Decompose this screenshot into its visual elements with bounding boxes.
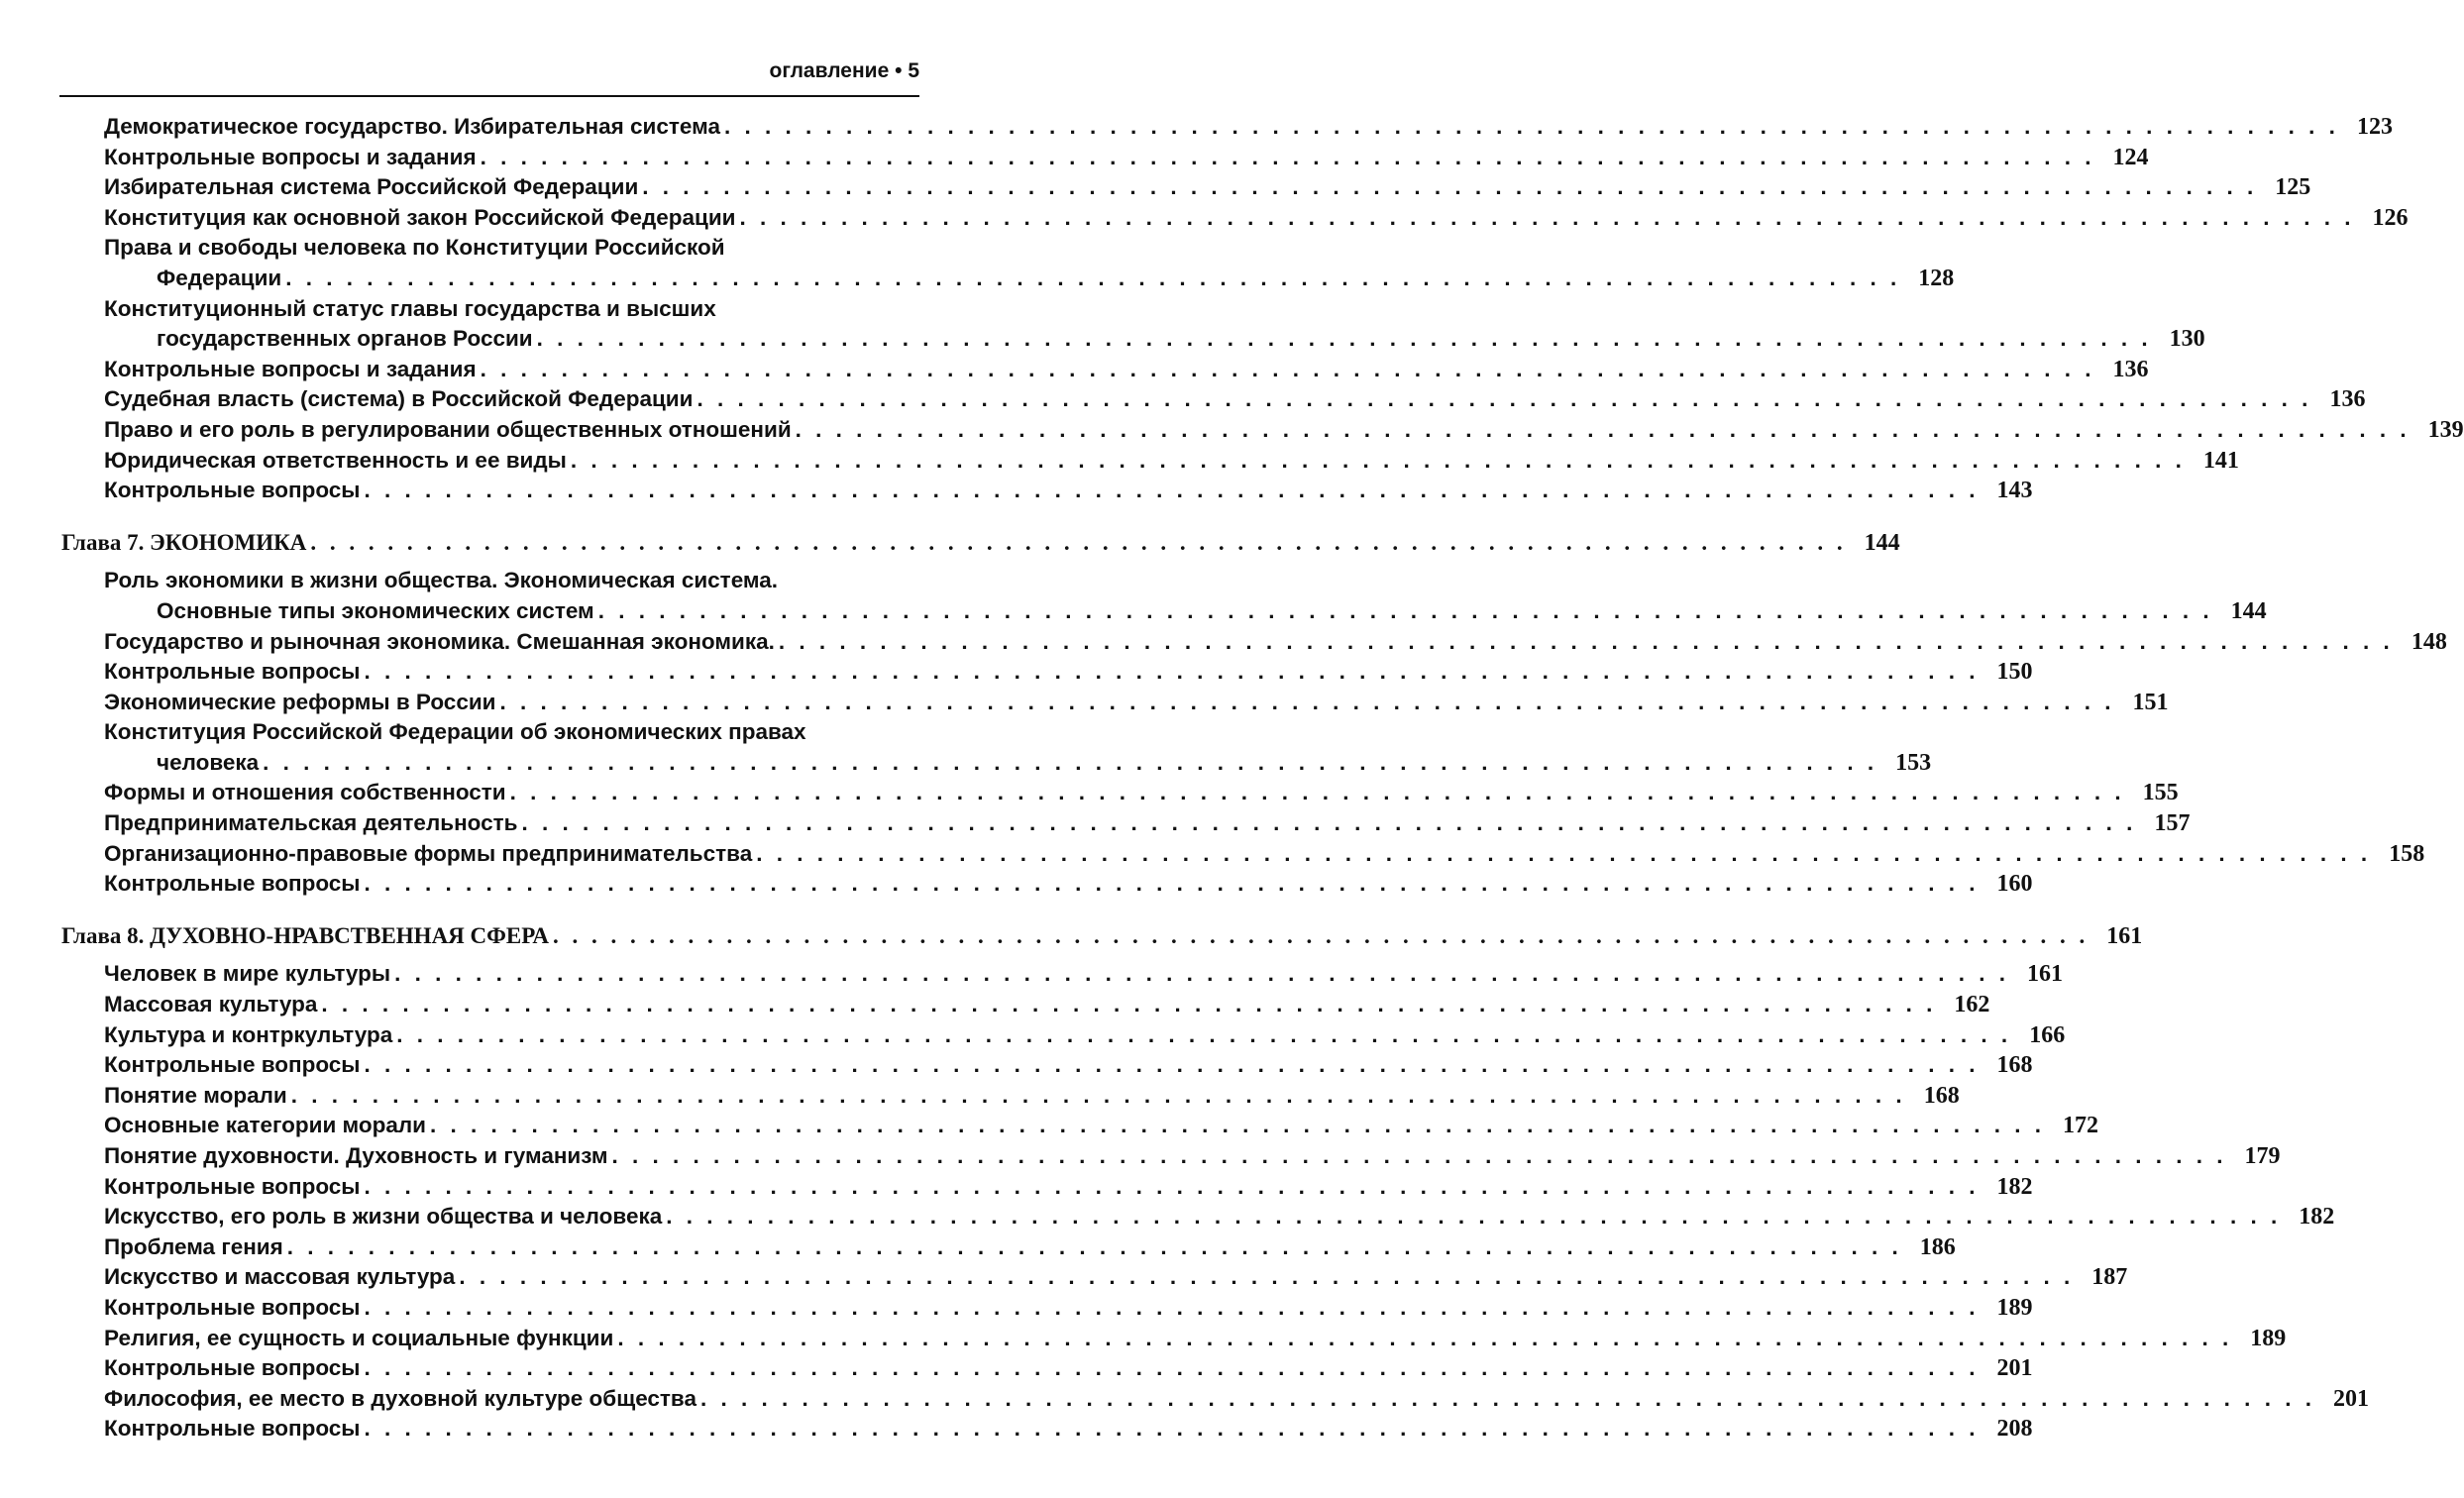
toc-line (0, 476, 2033, 506)
header-rule (59, 95, 919, 97)
toc-chapter-entry (0, 921, 2143, 952)
toc-line (0, 657, 2033, 688)
chapter-spacer (0, 506, 991, 528)
dot-leader: . . . . . . . . . . . . . . . . . . . . . . . . . . . . . . . . . . . . . . . . . . . . . . . . . . . . . . . . . . . . . . . . . . . . . . . . . . . . . . . . (321, 992, 1937, 1017)
toc-line (0, 112, 2393, 143)
dot-leader: . . . . . . . . . . . . . . . . . . . . . . . . . . . . . . . . . . . . . . . . . . . . . . . . . . . . . . . . . . . . . . . . . . . . . . . . . . . . . . . . (778, 628, 2394, 654)
toc-section-entry (0, 627, 2447, 658)
toc-line (0, 1262, 2128, 1293)
dot-leader: . . . . . . . . . . . . . . . . . . . . . . . . . . . . . . . . . . . . . . . . . . . . . . . . . . . . . . . . . . . . . . . . . . . . . . . . . . . . . . . . (509, 780, 2125, 805)
dot-leader: . . . . . . . . . . . . . . . . . . . . . . . . . . . . . . . . . . . . . . . . . . . . . . . . . . . . . . . . . . . . . . . . . . . . . . . . . . . . . . . . (666, 1204, 2282, 1230)
toc-section-entry (0, 990, 1990, 1020)
toc-section-entry (0, 1324, 2287, 1354)
toc-page-number: 162 (1954, 992, 1990, 1018)
toc-entry-title: Предпринимательская деятельность (104, 810, 518, 836)
toc-line (0, 1414, 2033, 1444)
toc-entry-title: Контрольные вопросы и задания (104, 144, 477, 169)
toc-page-number: 125 (2275, 174, 2311, 201)
toc-line (0, 596, 2267, 627)
toc-line (0, 203, 2409, 234)
toc-section-entry (0, 112, 2393, 143)
toc-section-entry (0, 476, 2033, 506)
dot-leader: . . . . . . . . . . . . . . . . . . . . . . . . . . . . . . . . . . . . . . . . . . . . . . . . . . . . . . . . . . . . . . . . . . . . . . . . . . . . . . . . (739, 204, 2355, 230)
toc-section-entry (0, 1172, 2033, 1203)
toc-section-entry (0, 1202, 2335, 1232)
toc-line (0, 446, 2239, 477)
toc-section-entry (0, 688, 2169, 718)
toc-line (0, 1020, 2066, 1051)
toc-page-number: 151 (2132, 689, 2169, 715)
dot-leader: . . . . . . . . . . . . . . . . . . . . . . . . . . . . . . . . . . . . . . . . . . . . . . . . . . . . . . . . . . . . . . . . . . . . . . . . . . . . . . . . (617, 1325, 2233, 1350)
toc-page-number: 123 (2356, 114, 2393, 140)
dot-leader: . . . . . . . . . . . . . . . . . . . . . . . . . . . . . . . . . . . . . . . . . . . . . . . . . . . . . . . . . . . . . . . . . . . . . . . . . . . . . . . . (364, 478, 1980, 503)
toc-entry-title: Контрольные вопросы (104, 871, 361, 897)
toc-line (0, 921, 2143, 952)
toc-page-number: 144 (2230, 597, 2267, 624)
toc-line (0, 1081, 1960, 1112)
toc-line (0, 1324, 2287, 1354)
toc-entry-title: Избирательная система Российской Федерации (104, 174, 639, 200)
dot-leader: . . . . . . . . . . . . . . . . . . . . . . . . . . . . . . . . . . . . . . . . . . . . . . . . . . . . . . . . . . . . . . . . . . . . . . . . . . . . . . . . (480, 144, 2095, 169)
dot-leader: . . . . . . . . . . . . . . . . . . . . . . . . . . . . . . . . . . . . . . . . . . . . . . . . . . . . . . . . . . . . . . . . . . . . . . . . . . . . . . . . (521, 810, 2137, 836)
toc-section-entry (0, 1141, 2281, 1172)
toc-section-entry (0, 415, 2464, 446)
dot-leader: . . . . . . . . . . . . . . . . . . . . . . . . . . . . . . . . . . . . . . . . . . . . . . . . . . . . . . . . . . . . . . . . . . . . . . . . . . . . . . . . (364, 1416, 1980, 1442)
toc-section-entry (0, 294, 2205, 355)
toc-line (0, 748, 1932, 779)
toc-page-number: 172 (2062, 1113, 2098, 1139)
toc-page-number: 155 (2142, 780, 2179, 806)
toc-entry-title: Массовая культура (104, 992, 318, 1017)
toc-entry-title: Экономические реформы в России (104, 689, 496, 714)
toc-page-number: 143 (1996, 478, 2033, 504)
toc-entry-title: Основные типы экономических систем (157, 597, 594, 623)
toc-section-entry (0, 355, 2149, 385)
toc-page-number: 148 (2410, 628, 2447, 655)
toc-entry-title: Глава 8. ДУХОВНО-НРАВСТВЕННАЯ СФЕРА (61, 922, 549, 948)
toc-entry-title: Культура и контркультура (104, 1021, 393, 1047)
toc-line (0, 990, 1990, 1020)
toc-section-entry (0, 1050, 2033, 1081)
toc-section-entry (0, 1020, 2066, 1051)
toc-page-number: 141 (2202, 447, 2239, 474)
toc-line (0, 627, 2447, 658)
toc-line (0, 1202, 2335, 1232)
toc-section-entry (0, 446, 2239, 477)
toc-section-entry (0, 566, 2267, 626)
toc-page-number: 201 (1996, 1355, 2033, 1382)
toc-page-number: 187 (2091, 1264, 2128, 1291)
toc-entry-title: Роль экономики в жизни общества. Экономическая система. (104, 568, 779, 593)
dot-leader: . . . . . . . . . . . . . . . . . . . . . . . . . . . . . . . . . . . . . . . . . . . . . . . . . . . . . . . . . . . . . . . . . . . . . . . . . . . . . . . . (642, 174, 2258, 200)
toc-page-number: 126 (2372, 204, 2409, 231)
toc-section-entry (0, 172, 2311, 203)
chapter-spacer (0, 900, 991, 921)
toc-line (0, 1384, 2369, 1415)
toc-section-entry (0, 1293, 2033, 1324)
toc-entry-title: Судебная власть (система) в Российской Федерации (104, 386, 694, 412)
toc-entry-title: Государство и рыночная экономика. Смешанная экономика. (104, 628, 775, 654)
toc-section-entry (0, 717, 1932, 778)
toc-page-number: 168 (1923, 1082, 1960, 1109)
dot-leader: . . . . . . . . . . . . . . . . . . . . . . . . . . . . . . . . . . . . . . . . . . . . . . . . . . . . . . . . . . . . . . . . . . . . . . . . . . . . . . . . (597, 597, 2213, 623)
toc-section-entry (0, 384, 2366, 415)
toc-entry-title: Конституционный статус главы государства и высших (104, 295, 716, 321)
toc-page-number: 161 (2106, 922, 2143, 949)
toc-section-entry (0, 869, 2033, 900)
dot-leader: . . . . . . . . . . . . . . . . . . . . . . . . . . . . . . . . . . . . . . . . . . . . . . . . . . . . . . . . . . . . . . . . . . . . . . . . . . . . . . . . (499, 689, 2115, 714)
toc-section-entry (0, 808, 2191, 839)
toc-page-number: 136 (2112, 356, 2149, 382)
toc-page-number: 150 (1996, 659, 2033, 686)
dot-leader: . . . . . . . . . . . . . . . . . . . . . . . . . . . . . . . . . . . . . . . . . . . . . . . . . . . . . . . . . . . . . . . . . . . . . . . . . . . . . . . . (364, 1355, 1980, 1381)
toc-section-entry (0, 1414, 2033, 1444)
dot-leader: . . . . . . . . . . . . . . . . . . . . . . . . . . . . . . . . . . . . . . . . . . . . . . . . . . . . . . . . . . . . . . . . . . . . . . . . . . . . . . . . (536, 326, 2152, 352)
dot-leader: . . . . . . . . . . . . . . . . . . . . . . . . . . . . . . . . . . . . . . . . . . . . . . . . . . . . . . . . . . . . . . . . . . . . . . . . . . . . . . . . (756, 840, 2372, 866)
toc-line (0, 384, 2366, 415)
toc-line (0, 324, 2205, 355)
toc-section-entry (0, 839, 2425, 870)
dot-leader: . . . . . . . . . . . . . . . . . . . . . . . . . . . . . . . . . . . . . . . . . . . . . . . . . . . . . . . . . . . . . . . . . . . . . . . . . . . . . . . . (396, 1021, 2012, 1047)
toc-line (0, 294, 991, 325)
toc-section-entry (0, 1262, 2128, 1293)
toc-section-entry (0, 1111, 2098, 1141)
dot-leader: . . . . . . . . . . . . . . . . . . . . . . . . . . . . . . . . . . . . . . . . . . . . . . . . . . . . . . . . . . . . . . . . . . . . . . . . . . . . . . . . (285, 265, 1901, 290)
toc-page-number: 201 (2332, 1385, 2369, 1412)
toc-section-entry (0, 778, 2179, 808)
dot-leader: . . . . . . . . . . . . . . . . . . . . . . . . . . . . . . . . . . . . . . . . . . . . . . . . . . . . . . . . . . . . . . . . . . . . . . . . . . . . . . . . (611, 1143, 2227, 1168)
toc-section-entry (0, 203, 2409, 234)
toc-line (0, 1141, 2281, 1172)
dot-leader: . . . . . . . . . . . . . . . . . . . . . . . . . . . . . . . . . . . . . . . . . . . . . . . . . . . . . . . . . . . . . . . . . . . . . . . . . . . . . . . . (364, 659, 1980, 685)
toc-entry-title: Философия, ее место в духовной культуре общества (104, 1385, 696, 1411)
dot-leader: . . . . . . . . . . . . . . . . . . . . . . . . . . . . . . . . . . . . . . . . . . . . . . . . . . . . . . . . . . . . . . . . . . . . . . . . . . . . . . . . (696, 386, 2312, 412)
toc-entry-title: Искусство, его роль в жизни общества и человека (104, 1204, 663, 1230)
toc-entry-title: Человек в мире культуры (104, 961, 391, 987)
toc-line (0, 959, 2064, 990)
toc-page-number: 179 (2244, 1143, 2281, 1169)
toc-page-number: 130 (2169, 326, 2205, 353)
toc-line (0, 233, 991, 264)
dot-leader: . . . . . . . . . . . . . . . . . . . . . . . . . . . . . . . . . . . . . . . . . . . . . . . . . . . . . . . . . . . . . . . . . . . . . . . . . . . . . . . . (459, 1264, 2075, 1290)
toc-line (0, 355, 2149, 385)
toc-entry-title: Религия, ее сущность и социальные функции (104, 1325, 614, 1350)
toc-entry-title: Контрольные вопросы (104, 1294, 361, 1320)
toc-entry-title: Глава 7. ЭКОНОМИКА (61, 529, 307, 555)
dot-leader: . . . . . . . . . . . . . . . . . . . . . . . . . . . . . . . . . . . . . . . . . . . . . . . . . . . . . . . . . . . . . . . . . . . . . . . . . . . . . . . . (552, 922, 2089, 948)
header-page-number: 5 (908, 59, 919, 82)
toc-page-number: 166 (2029, 1021, 2066, 1048)
header-bullet: • (895, 59, 903, 82)
toc-entry-title: Конституция как основной закон Российской Федерации (104, 204, 736, 230)
toc-entry-title: Контрольные вопросы (104, 1173, 361, 1199)
toc-page-number: 182 (2299, 1204, 2335, 1230)
chapter-spacer (0, 951, 991, 959)
dot-leader: . . . . . . . . . . . . . . . . . . . . . . . . . . . . . . . . . . . . . . . . . . . . . . . . . . . . . . . . . . . . . . . . . . . . . . . . . . . . . . . . (394, 961, 2010, 987)
toc-section-entry (0, 1353, 2033, 1384)
dot-leader: . . . . . . . . . . . . . . . . . . . . . . . . . . . . . . . . . . . . . . . . . . . . . . . . . . . . . . . . . . . . . . . . . . . . . . . . . . . . . . . . (364, 1294, 1980, 1320)
toc-entry-title: Понятие духовности. Духовность и гуманизм (104, 1143, 608, 1168)
toc-entry-title: Права и свободы человека по Конституции Российской (104, 235, 725, 261)
toc-line (0, 264, 1955, 294)
toc-line (0, 869, 2033, 900)
toc-entry-title: государственных органов России (157, 326, 533, 352)
dot-leader: . . . . . . . . . . . . . . . . . . . . . . . . . . . . . . . . . . . . . . . . . . . . . . . . . . . . . . . . . . . . . . . . . . . . . . . . . . . . . . . . (723, 114, 2339, 139)
toc-section-entry (0, 1081, 1960, 1112)
toc-line (0, 839, 2425, 870)
toc-section-entry (0, 143, 2149, 173)
toc-line (0, 717, 991, 748)
toc-line (0, 528, 1900, 559)
dot-leader: . . . . . . . . . . . . . . . . . . . . . . . . . . . . . . . . . . . . . . . . . . . . . . . . . . . . . . . . . . . . . . . . . . . . . . . . . . . . . . . . (290, 1082, 1906, 1108)
dot-leader: . . . . . . . . . . . . . . . . . . . . . . . . . . . . . . . . . . . . . . . . . . . . . . . . . . . . . . . . . . . . . . . . . . . . . . . . . . . . . . . . (310, 529, 1847, 555)
toc-entry-title: Демократическое государство. Избирательная система (104, 114, 720, 139)
toc-line (0, 143, 2149, 173)
toc-line (0, 808, 2191, 839)
dot-leader: . . . . . . . . . . . . . . . . . . . . . . . . . . . . . . . . . . . . . . . . . . . . . . . . . . . . . . . . . . . . . . . . . . . . . . . . . . . . . . . . (700, 1385, 2315, 1411)
toc-page-number: 161 (2027, 961, 2064, 988)
toc-entry-title: Контрольные вопросы (104, 659, 361, 685)
toc-line (0, 778, 2179, 808)
toc-page-number: 153 (1895, 749, 1932, 776)
toc-entry-title: Контрольные вопросы (104, 478, 361, 503)
toc-page-number: 186 (1919, 1233, 1956, 1260)
toc-page-number: 158 (2389, 840, 2425, 867)
toc-entry-title: человека (157, 749, 260, 775)
toc-page-number: 128 (1918, 265, 1955, 291)
toc-page-number: 139 (2427, 416, 2464, 443)
toc-entry-title: Право и его роль в регулировании общественных отношений (104, 416, 792, 442)
running-header (770, 59, 919, 83)
toc-entry-title: Контрольные вопросы (104, 1416, 361, 1442)
dot-leader: . . . . . . . . . . . . . . . . . . . . . . . . . . . . . . . . . . . . . . . . . . . . . . . . . . . . . . . . . . . . . . . . . . . . . . . . . . . . . . . . (364, 871, 1980, 897)
chapter-spacer (0, 558, 991, 566)
toc-entry-title: Искусство и массовая культура (104, 1264, 456, 1290)
toc-line (0, 415, 2464, 446)
toc-entry-title: Конституция Российской Федерации об экономических правах (104, 719, 806, 745)
dot-leader: . . . . . . . . . . . . . . . . . . . . . . . . . . . . . . . . . . . . . . . . . . . . . . . . . . . . . . . . . . . . . . . . . . . . . . . . . . . . . . . . (795, 416, 2410, 442)
dot-leader: . . . . . . . . . . . . . . . . . . . . . . . . . . . . . . . . . . . . . . . . . . . . . . . . . . . . . . . . . . . . . . . . . . . . . . . . . . . . . . . . (364, 1052, 1980, 1078)
toc-entry-title: Федерации (157, 265, 282, 290)
toc-entry-title: Организационно-правовые формы предпринимательства (104, 840, 753, 866)
dot-leader: . . . . . . . . . . . . . . . . . . . . . . . . . . . . . . . . . . . . . . . . . . . . . . . . . . . . . . . . . . . . . . . . . . . . . . . . . . . . . . . . (263, 749, 1878, 775)
toc-line (0, 1111, 2098, 1141)
toc-entry-title: Проблема гения (104, 1233, 283, 1259)
toc-page-number: 182 (1996, 1173, 2033, 1200)
toc-line (0, 1293, 2033, 1324)
dot-leader: . . . . . . . . . . . . . . . . . . . . . . . . . . . . . . . . . . . . . . . . . . . . . . . . . . . . . . . . . . . . . . . . . . . . . . . . . . . . . . . . (430, 1113, 2045, 1138)
toc-page-number: 189 (1996, 1294, 2033, 1321)
toc-line (0, 172, 2311, 203)
header-label: оглавление (769, 59, 890, 82)
toc-line (0, 1232, 1956, 1263)
toc-section-entry (0, 959, 2064, 990)
toc-line (0, 566, 991, 596)
toc-section-entry (0, 657, 2033, 688)
toc-page-number: 160 (1996, 871, 2033, 898)
dot-leader: . . . . . . . . . . . . . . . . . . . . . . . . . . . . . . . . . . . . . . . . . . . . . . . . . . . . . . . . . . . . . . . . . . . . . . . . . . . . . . . . (570, 447, 2186, 473)
toc-entry-title: Понятие морали (104, 1082, 287, 1108)
table-of-contents (0, 112, 2464, 1444)
toc-chapter-entry (0, 528, 1900, 559)
toc-entry-title: Контрольные вопросы (104, 1052, 361, 1078)
toc-page-number: 208 (1996, 1416, 2033, 1443)
toc-page-number: 136 (2329, 386, 2366, 413)
toc-page-number: 157 (2154, 810, 2191, 837)
toc-page-number: 124 (2112, 144, 2149, 170)
toc-section-entry (0, 1384, 2369, 1415)
toc-entry-title: Контрольные вопросы (104, 1355, 361, 1381)
toc-page-number: 144 (1864, 529, 1900, 556)
toc-page-number: 168 (1996, 1052, 2033, 1079)
toc-page-number: 189 (2250, 1325, 2287, 1351)
dot-leader: . . . . . . . . . . . . . . . . . . . . . . . . . . . . . . . . . . . . . . . . . . . . . . . . . . . . . . . . . . . . . . . . . . . . . . . . . . . . . . . . (480, 356, 2095, 381)
dot-leader: . . . . . . . . . . . . . . . . . . . . . . . . . . . . . . . . . . . . . . . . . . . . . . . . . . . . . . . . . . . . . . . . . . . . . . . . . . . . . . . . (286, 1233, 1902, 1259)
toc-entry-title: Основные категории морали (104, 1113, 427, 1138)
toc-line (0, 688, 2169, 718)
toc-entry-title: Юридическая ответственность и ее виды (104, 447, 567, 473)
toc-line (0, 1050, 2033, 1081)
toc-section-entry (0, 233, 1955, 293)
dot-leader: . . . . . . . . . . . . . . . . . . . . . . . . . . . . . . . . . . . . . . . . . . . . . . . . . . . . . . . . . . . . . . . . . . . . . . . . . . . . . . . . (364, 1173, 1980, 1199)
toc-line (0, 1172, 2033, 1203)
toc-section-entry (0, 1232, 1956, 1263)
toc-entry-title: Формы и отношения собственности (104, 780, 506, 805)
toc-line (0, 1353, 2033, 1384)
toc-entry-title: Контрольные вопросы и задания (104, 356, 477, 381)
